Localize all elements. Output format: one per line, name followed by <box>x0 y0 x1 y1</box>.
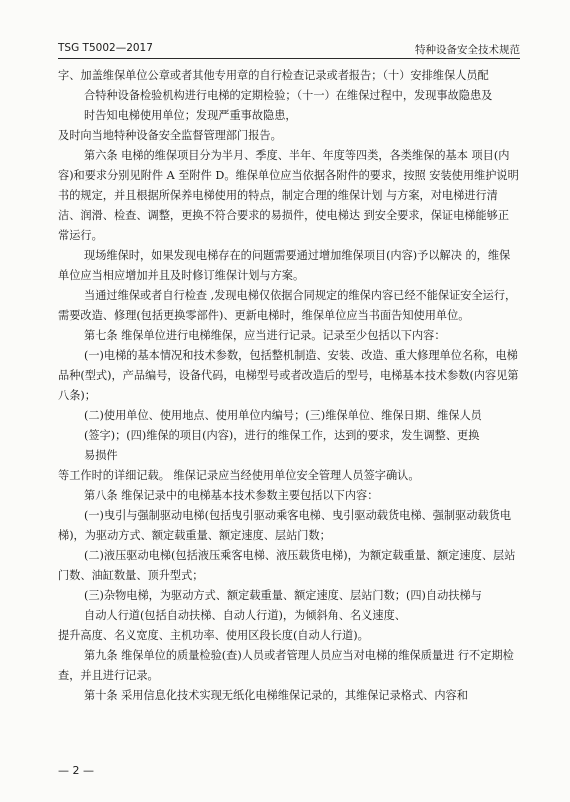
paragraph: 第七条 维保单位进行电梯维保，应当进行记录。记录至少包括以下内容： <box>84 329 446 342</box>
paragraph: 等工作时的详细记载。 维保记录应当经使用单位安全管理人员签字确认。 <box>58 469 420 482</box>
paragraph: 当通过维保或者自行检查 ,发现电梯仅依据合同规定的维保内容已经不能保证安全运行，需要改造、修理(包括更换零部件)、更新电梯时，维保单位应当书面告知使用单位。 <box>58 289 517 322</box>
paragraph: (二)液压驱动电梯(包括液压乘客电梯、液压载货电梯)，为额定载重量、额定速度、层站门数、油缸数量、顶升型式； <box>58 549 516 582</box>
paragraph: 及时向当地特种设备安全监督管理部门报告。 <box>58 129 282 142</box>
paragraph: 第十条 采用信息化技术实现无纸化电梯维保记录的，其维保记录格式、内容和 <box>84 689 468 702</box>
paragraph: (三)杂物电梯，为驱动方式、额定载重量、额定速度、层站门数；(四)自动扶梯与 <box>84 589 482 602</box>
paragraph: 字、加盖维保单位公章或者其他专用章的自行检查记录或者报告；（十）安排维保人员配 <box>58 69 489 82</box>
paragraph: 合特种设备检验机构进行电梯的定期检验；（十一）在维保过程中，发现事故隐患及 <box>84 89 493 102</box>
page-number: — 2 — <box>58 764 94 777</box>
paragraph: (签字)；(四)维保的项目(内容)，进行的维保工作，达到的要求，发生调整、更换 <box>84 429 480 442</box>
paragraph: 第八条 维保记录中的电梯基本技术参数主要包括以下内容： <box>84 489 379 502</box>
paragraph: 第九条 维保单位的质量检验(查)人员或者管理人员应当对电梯的维保质量进 行不定期检查，并且进行记录。 <box>58 649 514 682</box>
paragraph: (二)使用单位、使用地点、使用单位内编号；(三)维保单位、维保日期、维保人员 <box>84 409 482 422</box>
paragraph: 时告知电梯使用单位；发现严重事故隐患， <box>84 109 297 122</box>
paragraph: (一)曳引与强制驱动电梯(包括曳引驱动乘客电梯、曳引驱动载货电梯、强制驱动载货电梯)，为驱动方式、额定载重量、额定速度、层站门数； <box>58 509 512 542</box>
paragraph: 现场维保时，如果发现电梯存在的问题需要通过增加维保项目(内容)予以解决 的，维保单位应当相应增加并且及时修订维保计划与方案。 <box>58 249 511 282</box>
document-body <box>58 66 520 706</box>
paragraph: 第六条 电梯的维保项目分为半月、季度、半年、年度等四类，各类维保的基本 项目(内容)和要求分别见附件 A 至附件 D。维保单位应当依据各附件的要求，按照 安装使用维护说明书的规定，并且根据所保养电梯使用的特点，制定合理的维保计划 与方案，对电梯进行清洁、润滑、检查、调整，更换不符合要求的易损件，使电梯达 到安全要求，保证电梯能够正常运行。 <box>58 149 519 242</box>
paragraph: 自动人行道(包括自动扶梯、自动人行道)，为倾斜角、名义速度、 <box>84 609 406 622</box>
paragraph: 易损件 <box>84 449 118 462</box>
header-category: 特种设备安全技术规范 <box>415 44 520 56</box>
page-header <box>58 40 520 59</box>
standard-number: TSG T5002—2017 <box>58 42 153 54</box>
paragraph: 提升高度、名义宽度、主机功率、使用区段长度(自动人行道)。 <box>58 629 369 642</box>
paragraph: (一)电梯的基本情况和技术参数，包括整机制造、安装、改造、重大修理单位名称，电梯品种(型式)，产品编号，设备代码，电梯型号或者改造后的型号，电梯基本技术参数(内容见第八条)； <box>58 349 519 402</box>
